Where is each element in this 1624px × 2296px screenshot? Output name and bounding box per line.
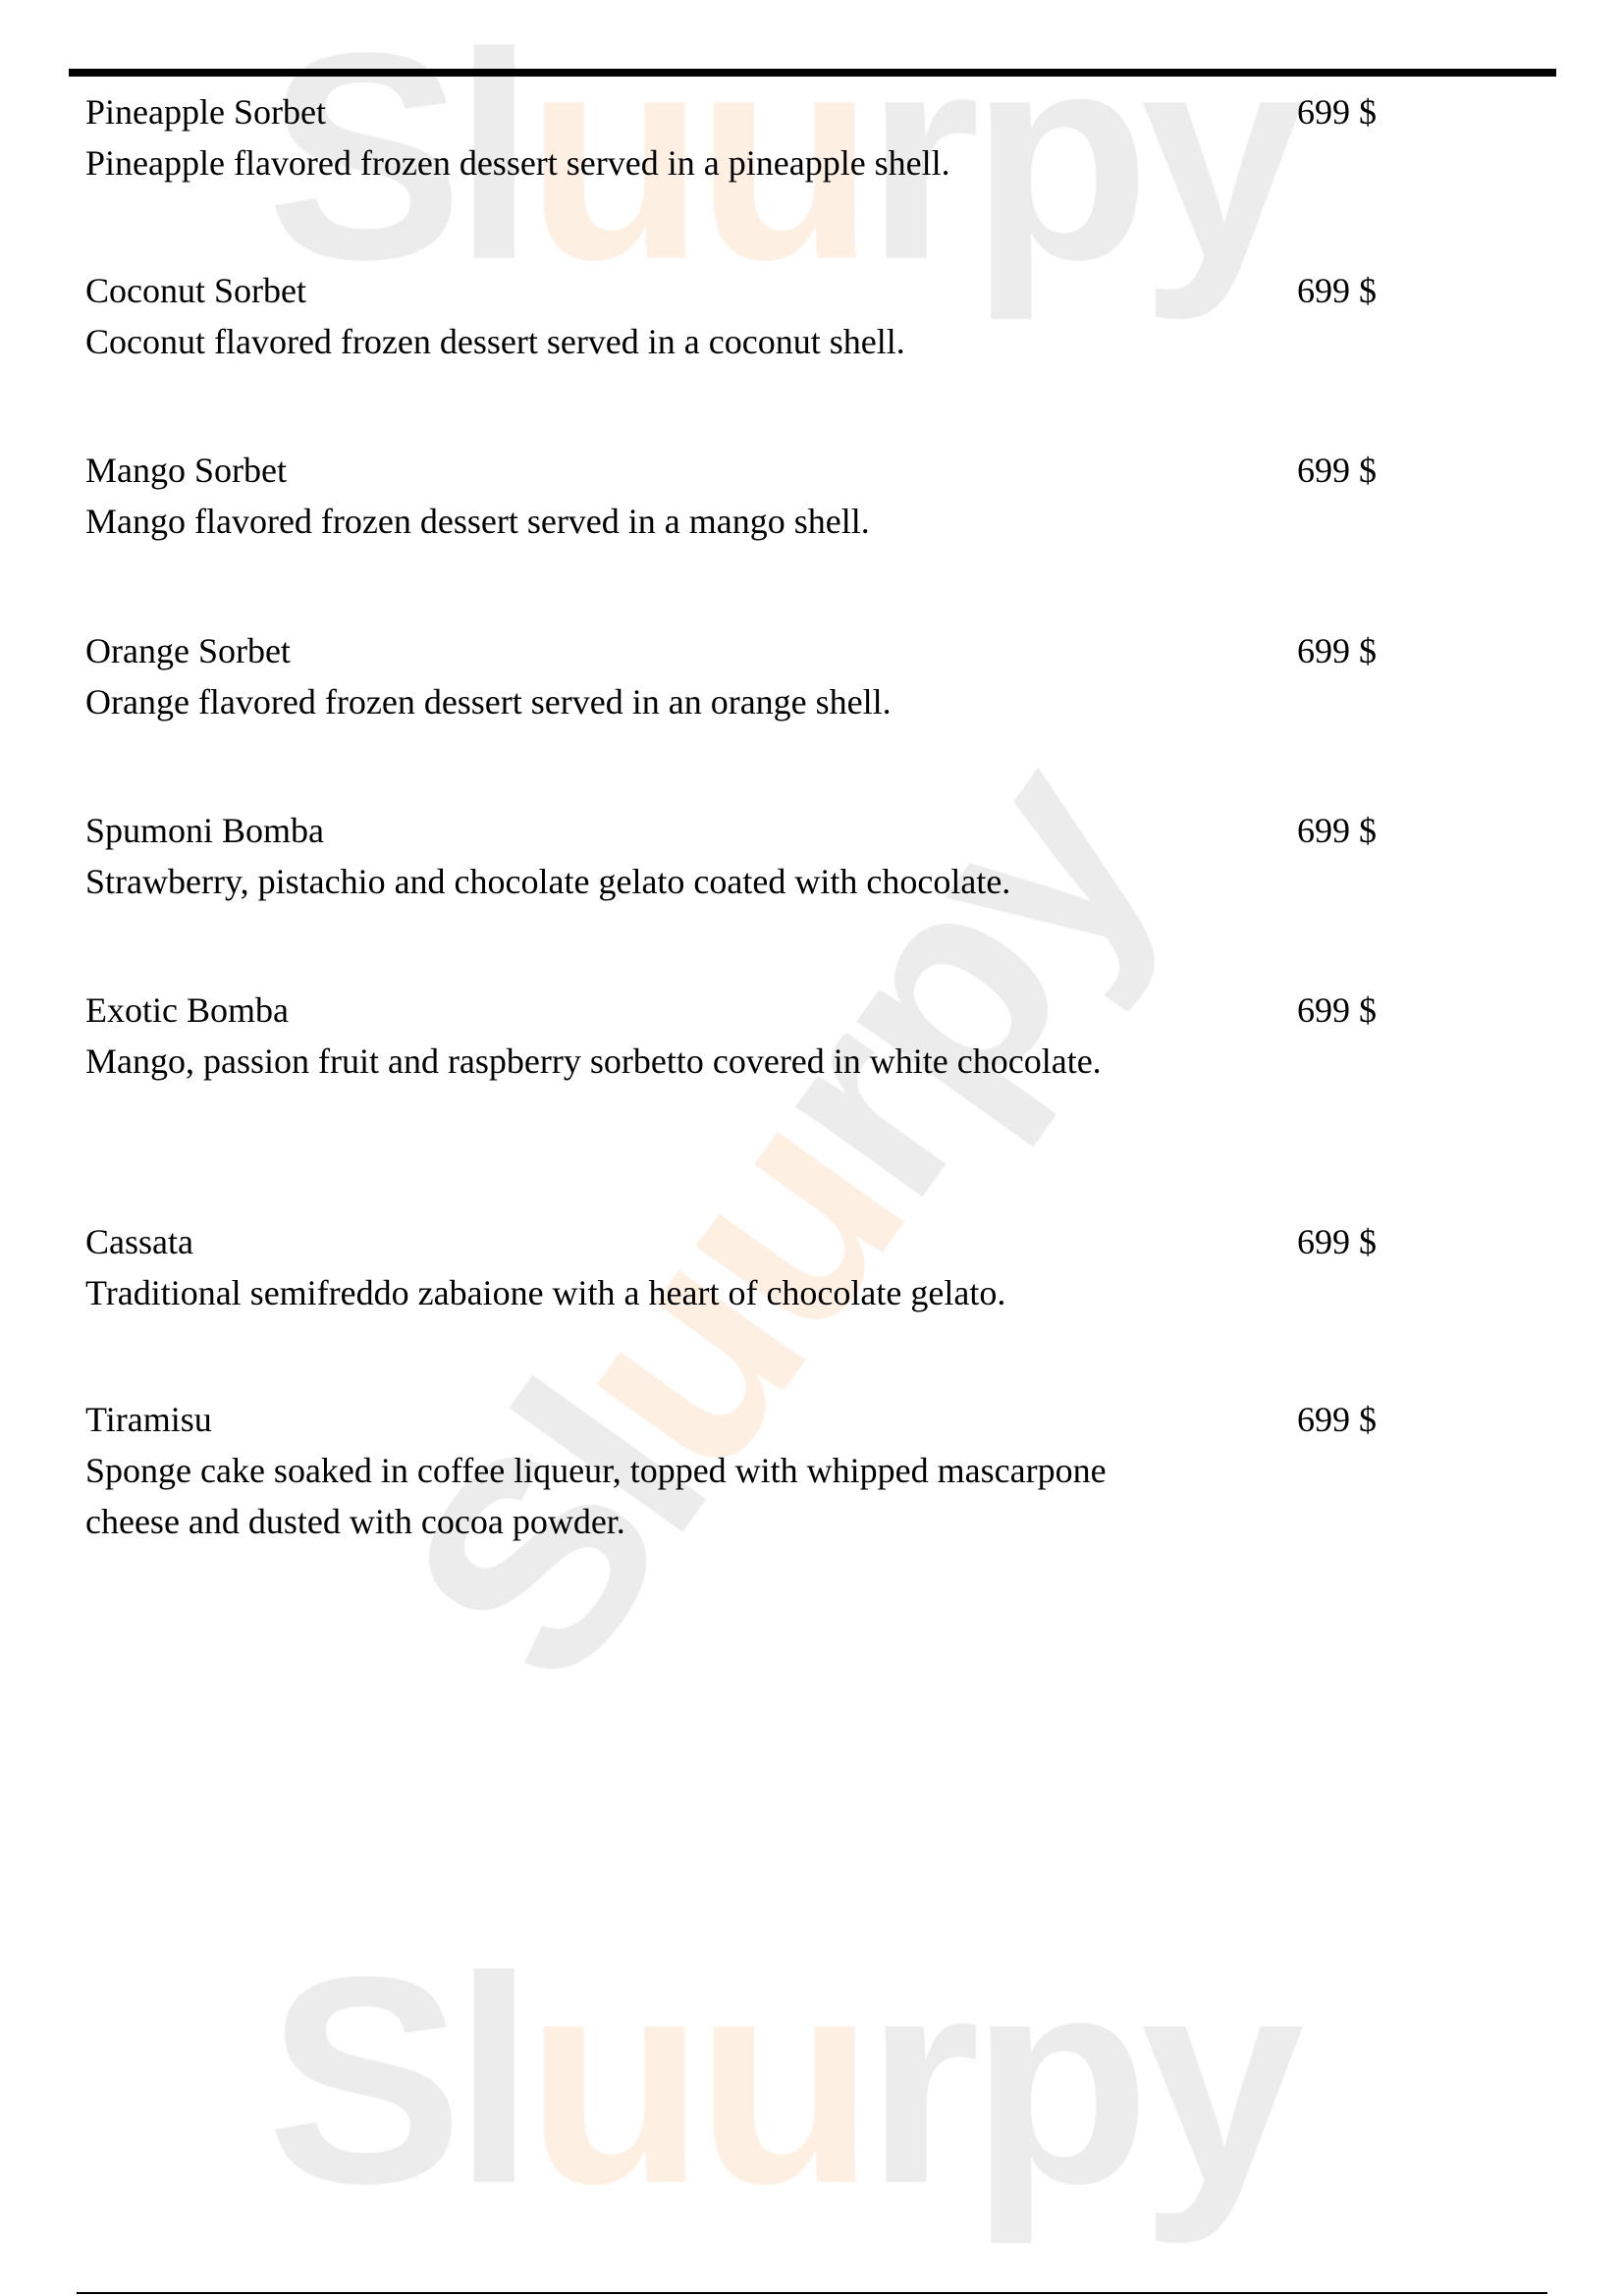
item-price: 699 $ <box>1297 1222 1377 1261</box>
item-price: 699 $ <box>1297 990 1377 1030</box>
menu-item <box>85 625 1558 721</box>
menu-item <box>85 445 1558 541</box>
menu-item <box>85 265 1558 361</box>
menu-item <box>85 86 1558 183</box>
menu-item <box>85 985 1558 1081</box>
item-price: 699 $ <box>1297 451 1377 490</box>
item-description: Mango flavored frozen dessert served in a mango shell. <box>85 502 870 541</box>
item-description: Traditional semifreddo zabaione with a heart of chocolate gelato. <box>85 1273 1006 1312</box>
item-price: 699 $ <box>1297 631 1377 670</box>
item-description: Strawberry, pistachio and chocolate gelato coated with chocolate. <box>85 862 1011 901</box>
top-divider <box>69 69 1556 77</box>
menu-item <box>85 1216 1558 1312</box>
item-price: 699 $ <box>1297 271 1377 310</box>
item-name: Mango Sorbet <box>85 451 287 490</box>
item-description: Coconut flavored frozen dessert served in a coconut shell. <box>85 322 905 361</box>
item-name: Exotic Bomba <box>85 990 289 1030</box>
item-name: Pineapple Sorbet <box>85 92 326 132</box>
bottom-divider <box>77 2292 1547 2294</box>
item-name: Spumoni Bomba <box>85 811 325 850</box>
item-price: 699 $ <box>1297 811 1377 850</box>
item-description: Mango, passion fruit and raspberry sorbetto covered in white chocolate. <box>85 1041 1102 1081</box>
item-name: Orange Sorbet <box>85 631 291 670</box>
item-description: Orange flavored frozen dessert served in an orange shell. <box>85 682 892 721</box>
item-price: 699 $ <box>1297 92 1377 132</box>
menu-item <box>85 805 1558 901</box>
item-name: Coconut Sorbet <box>85 271 306 310</box>
item-description: Pineapple flavored frozen dessert served in a pineapple shell. <box>85 143 950 183</box>
item-name: Tiramisu <box>85 1400 212 1439</box>
item-name: Cassata <box>85 1222 193 1261</box>
menu-item <box>85 1394 1558 1541</box>
item-price: 699 $ <box>1297 1400 1377 1439</box>
item-description: Sponge cake soaked in coffee liqueur, topped with whipped mascarpone cheese and dusted with cocoa powder. <box>85 1451 1107 1541</box>
